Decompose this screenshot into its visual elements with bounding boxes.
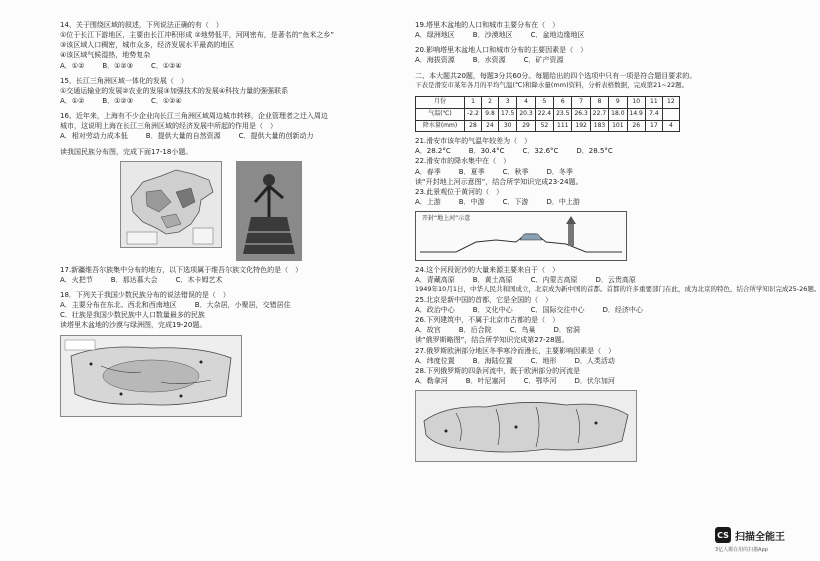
climate-table [415,96,680,132]
table-cell: -2.2 [465,108,482,120]
option: B．沙漠地区 [472,31,513,40]
option: B．海陆位置 [472,356,513,365]
option: A．勒拿河 [415,377,448,385]
q22-options [415,167,745,177]
q26-stem: 26.下列建筑中，不属于北京市古都的是（ ） [415,316,560,325]
option: B．水资源 [472,56,506,65]
table-cell: 22.7 [590,108,608,120]
q25-options [415,305,745,315]
option: C．盆地边缘地区 [530,31,585,40]
intro-19: 读塔里木盆地的沙漠与绿洲图，完成19-20题。 [60,321,207,330]
q23-options [415,197,745,207]
intro-17: 读我国民族分布图，完成下面17-18小题。 [60,147,193,156]
q14-statement: ③该区域人口稠密，城市众多，经济发展水平最高的地区 [60,41,235,50]
q14-stem: 14、关于围绕区域的叙述，下列说法正确的有（ ） [60,21,223,29]
table-cell: 23.5 [554,108,572,120]
left-column [60,20,390,417]
table-cell: 1 [465,97,482,109]
option: B．文化中心 [472,306,513,315]
q20-options [415,55,745,65]
option: A．故宫 [415,326,441,335]
option: B．夏季 [458,167,485,176]
table-cell [662,108,679,120]
q15-stem: 15、长江三角洲区域一体化的发展（ ） [60,76,188,85]
option: C．32.6°C [522,147,559,156]
option: C．鸟巢 [509,326,536,335]
table-cell: 月份 [416,97,465,109]
option: B．后合院 [458,326,492,335]
table-cell: 17 [645,120,662,132]
intro-23: 读“开封地上河示意图”，结合所学知识完成23-24题。 [415,177,583,186]
option: A．绿洲地区 [415,31,455,40]
russia-map [415,390,637,462]
table-cell: 111 [554,120,572,132]
table-cell: 14.9 [627,108,645,120]
q15-statement: ①交通运输业的发展②农业的发展③加强技术的发展④科技力量的强强联系 [60,86,289,95]
table-cell: 20.3 [517,108,535,120]
section-2-heading: 二、本大题共20题，每题3分共60分。每题给出的四个选项中只有一项是符合题目要求的。 [415,71,697,80]
option: C．地形 [530,356,557,365]
option: B．提供大量的自然资源 [145,132,221,141]
camscanner-logo-icon: CS [715,527,731,543]
table-intro: 下表是滑安市某年各月的平均气温(℃)和降水量(mm)资料，分析表格数据，完成第21~22题。 [415,80,689,89]
q16-options [60,131,390,141]
right-column [415,20,820,462]
option: C．下游 [502,198,529,207]
q15-options [60,96,390,106]
table-cell: 17.5 [499,108,517,120]
option: C．秋季 [502,167,529,176]
table-cell: 192 [572,120,590,132]
tarim-desert-oasis-map [60,335,242,417]
table-row [416,108,680,120]
table-row [416,120,680,132]
table-cell: 30 [499,120,517,132]
table-cell: 7 [572,97,590,109]
q18-stem: 18．下列关于我国少数民族分布的说法错误的是（ ） [60,290,230,299]
option: A．纬度位置 [415,356,455,365]
option: B．①②③ [102,61,133,70]
table-cell: 气温(℃) [416,108,465,120]
option: C．鄂毕河 [523,377,557,385]
china-ethnic-map [120,161,222,248]
option: A．政治中心 [415,306,455,315]
watermark-subtitle: 3亿人都在用的扫描App [715,547,768,553]
table-cell: 183 [590,120,608,132]
q14-options [60,61,390,71]
table-cell: 28 [465,120,482,132]
table-cell: 2 [482,97,499,109]
diagram-title: 开封“地上河”示意 [422,215,471,223]
option: A．海拔资源 [415,56,455,65]
option: D．人类活动 [574,356,615,365]
option: B．黄土高原 [472,276,513,285]
q14-statement: ①位于长江下游地区，主要由长江冲积形成 ②地势低平，河网密布，是著名的“鱼米之乡” [60,31,335,40]
table-cell: 11 [645,97,662,109]
table-cell: 6 [554,97,572,109]
table-cell: 12 [662,97,679,109]
q20-stem: 20.影响塔里木盆地人口和城市分布的主要因素是（ ） [415,46,588,55]
option: A．青藏高原 [415,276,455,285]
option: A．火把节 [60,275,93,284]
q27-stem: 27.俄罗斯欧洲部分地区冬季寒冷而漫长，主要影响因素是（ ） [415,346,616,355]
option: D．中上游 [546,198,580,207]
elevated-river-diagram [415,211,627,261]
q24-stem: 24.这个河段泥沙的大量来源主要来自于（ ） [415,266,560,275]
q26-options [415,325,745,335]
table-cell: 9.8 [482,108,499,120]
table-cell: 3 [499,97,517,109]
intro-27: 读“俄罗斯略图”，结合所学知识完成第27-28题。 [415,336,569,345]
table-cell: 4 [662,120,679,132]
q28-options [415,376,745,386]
table-cell: 24 [482,120,499,132]
q17-stem: 17.新疆维吾尔族集中分布的地方，以下选项属于维吾尔族文化特色的是（ ） [60,265,303,274]
option: D．伏尔加河 [574,377,615,385]
option: D．冬季 [546,167,573,176]
option: A．春季 [415,167,441,176]
table-cell: 4 [517,97,535,109]
q16-stem: 16、近年来，上海有不少企业向长江三角洲区域周边城市转移，企业管理者之迁入周边 [60,112,328,121]
table-cell: 29 [517,120,535,132]
option: D．云贵高原 [595,276,636,285]
option: C．内蒙古高原 [530,276,578,285]
option: A．相对劳动力成本低 [60,132,128,141]
table-cell: 26 [627,120,645,132]
table-cell: 10 [627,97,645,109]
option: D．窑洞 [553,326,580,335]
option: C．①②④ [150,96,182,105]
q21-options [415,146,745,156]
q19-options [415,30,745,40]
option: B．①②③ [102,96,133,105]
option: A．上游 [415,198,441,207]
q23-stem: 23.此景观位于黄河的（ ） [415,187,504,196]
q16-stem-cont: 城市，这说明上海在长江三角洲区域的经济发展中所起的作用是（ ） [60,122,277,131]
option: C．国际交往中心 [530,306,585,315]
table-cell: 18.0 [609,108,627,120]
table-cell: 101 [609,120,627,132]
table-cell: 降水量(mm) [416,120,465,132]
option: B．30.4°C [468,147,505,156]
table-cell: 8 [590,97,608,109]
option: C．提供大量的创新动力 [238,132,314,141]
q21-stem: 21.滑安市该年的气温年较差为（ ） [415,137,532,146]
table-cell: 7.4 [645,108,662,120]
q19-stem: 19.塔里木盆地的人口和城市主要分布在（ ） [415,21,560,29]
table-row [416,97,680,109]
q28-stem: 28.下列俄罗斯的四条河流中，既于欧洲部分的河流是 [415,366,581,375]
option: C．①②④ [150,61,182,70]
option: B．大杂居，小聚居，交错居住 [194,301,291,310]
q14-statement: ④该区域气候湿热，地势复杂 [60,51,151,60]
option: B．那达慕大会 [110,275,158,284]
option: C．木卡姆艺术 [175,275,223,284]
option: D．经济中心 [602,306,643,315]
option: B．中游 [458,198,485,207]
option: A．主要分布在东北、西北和西南地区 [60,301,177,310]
figure-row-ethnic [120,161,390,261]
q17-options [60,275,390,285]
q22-stem: 22.滑安市的降水集中在（ ） [415,157,511,166]
table-cell: 22.4 [535,108,553,120]
option: D．28.5°C [576,147,613,156]
ethnic-dance-photo [236,161,302,261]
table-cell: 52 [535,120,553,132]
q18-option-c: C．壮族是我国少数民族中人口数量最多的民族 [60,311,205,320]
option: A．28.2°C [415,147,451,156]
q24-options [415,275,745,285]
q27-options [415,356,745,366]
q25-stem: 25.北京是新中国的首都，它是全国的（ ） [415,295,553,304]
option: B．叶尼塞河 [465,377,506,385]
option: A．①② [60,96,85,105]
option: A．①② [60,61,85,70]
table-cell: 9 [609,97,627,109]
table-cell: 5 [535,97,553,109]
option: C．矿产资源 [523,56,564,65]
q18-options-ab [60,300,390,310]
intro-25: 1949年10月1日，中华人民共和国成立，北京成为新中国的首都。首都的许多重要部门在此，成为北京的特色，结合所学知识完成25-26题。 [415,285,820,294]
scanner-watermark [715,527,785,543]
table-cell: 26.3 [572,108,590,120]
watermark-name: 扫描全能王 [735,531,785,543]
